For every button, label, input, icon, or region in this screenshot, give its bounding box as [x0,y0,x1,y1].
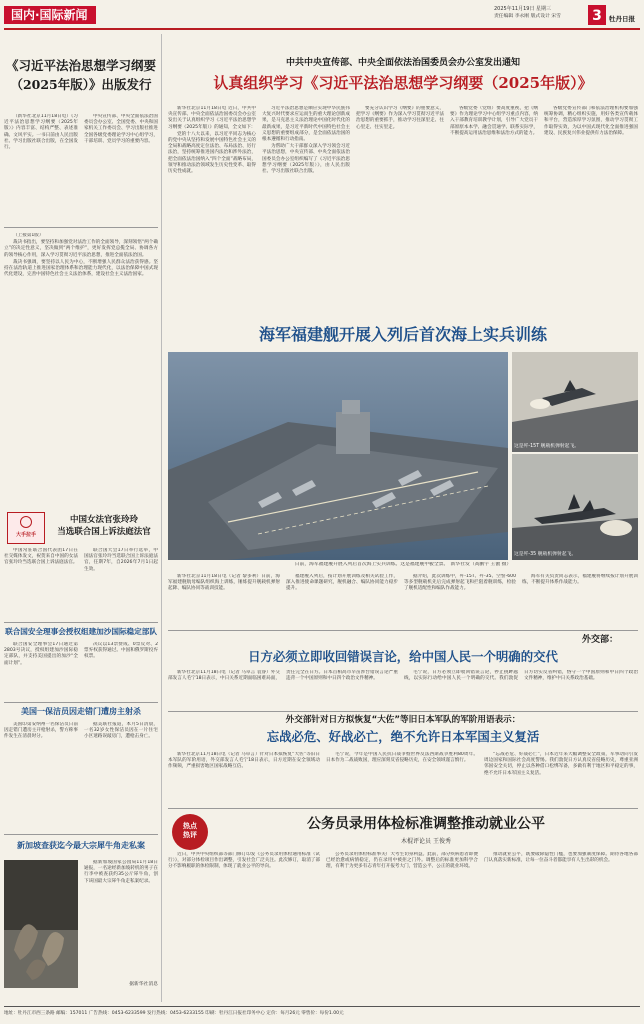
sub-body-col-2: 毛宁说，今年是中国人民抗日战争暨世界反法西斯战争胜利80周年。日本作为二战战败国，理应深刻反省侵略历史，在安全领域谨言慎行。 [326,752,478,764]
lead-headline: 认真组织学习《习近平法治思想学习纲要（2025年版）》 [213,74,593,92]
page-number: 3 [588,5,606,25]
commentary-body-col-2: 公务员录用体检标准事关广大考生切身利益。此前，部分疾病患者即便已经治愈或病情稳定，仍在录用中被拒之门外。调整后的标准更加科学合理，有利于为更多有志青年打开报考大门，营造公平、公正的就业环境。 [326,852,478,870]
j35-launch-image [512,454,638,560]
j15t-caption: 这是歼-15T 舰载机弹射起飞。 [514,444,580,449]
divider [4,622,158,623]
un-article-body: 联合国安全理事会17日通过第2803号决议，授权组建加沙国际稳定部队，并支持美国提出的加沙“全面计划”。 [4,642,78,666]
un-article-title: 联合国安全理事会授权组建加沙国际稳定部队 [5,627,157,636]
sub-headline: 忘战必危、好战必亡，绝不允许日本军国主义复活 [266,729,540,744]
mfa-body-col-2: 毛宁说，日方必须立即收回错误言论，停止挑衅越线，以实际行动给中国人民一个明确的交代。我们敦促日方切实反省纠错，恪守一个中国原则和中日四个政治文件精神，维护中日关系政治基础。 [404,670,638,682]
commentary-body-col-1: 近日，中共中央组织部等部门修订印发《公务员录用体检通用标准（试行）》，对部分体检项目作出调整，引发社会广泛关注。此次修订，取消了部分不影响履职的体检限制，体现了就业公平的导向。 [168,852,320,870]
mfa-kicker: 外交部： [581,635,618,645]
masthead-rule [4,28,640,30]
lead-body-col-1: 新华社北京11月18日电 近日，中共中央宣传部、中央全面依法治国委员会办公室发出关于认真组织学习《习近平法治思想学习纲要（2025年版）》的通知，全文如下： 党的十八大以来，以习近平同志为核心的党中央从坚持和发展中国特色社会主义的全局和战略高度定位法治、布局法治、厉行法治，坚持统筹推进国内法治和涉外法治，把全面依法治国纳入“四个全面”战略布局，领导和推动法治领域发生历史性变革、取得历史性成就。 [168,106,256,175]
stamp-icon [20,516,32,528]
sub-body-col-3: “忘战必危、好战必亡”，日本近年来大幅调整安全政策，军事动向引发周边国家和国际社会高度警惕。我们敦促日方认真反省侵略历史，尊重亚洲邻国安全关切，停止以各种借口松绑军备，多做有利于地区和平稳定的事，绝不允许日本军国主义复活。 [484,752,638,776]
divider [168,808,638,809]
un-article-body-2: 决议以13票赞成、0票反对、2票弃权获得通过。中国和俄罗斯投弃权票。 [84,642,158,660]
carrier-body-col-2: 福建舰入列后，按计划开展训练及相关试验工作，深入推进使命课题研究，舰机融合、编队协同能力稳步提升。 [286,574,398,592]
us-article-body-2: 据美联社报道，本月5日清晨，一名32岁女性保洁员因在一片住宅小区迷路误敲房门，遭枪击身亡。 [84,722,158,740]
commentary-headline: 公务员录用体检标准调整推动就业公平 [307,816,545,832]
j15t-launch-image [512,352,638,452]
us-article-title: 美国一保洁员因走错门遭房主射杀 [21,707,141,716]
footer-info: 地址：牡丹江市西三条路 邮编：157011 广告热线：0453-6233599 发行热线：0453-6233155 印刷：牡丹江日报社印务中心 定价：每月26元 零售价：每份1.00元 [4,1011,344,1016]
divider [168,711,638,712]
carrier-deck-image [168,352,508,560]
article-outline-body-2: 中央宣传部、中央全面依法治国委员会办公室、全国党委、中央和国家机关工作委员会、学习出版社推进全国各级党委理论学习中心组学习，干部培训、党员学习的重要内容。 [84,114,158,144]
lead-body-col-5: 各级党委宣传部门和依法治理机构要加强统筹协调，精心组织实施，用好各类宣传载体和平台，营造浓厚学习氛围，推动学习贯彻工作取得实效，为以中国式现代化全面推进强国建设、民族复兴伟业提供有力法治保障。 [544,106,638,136]
rhino-article-title: 新加坡查获迄今最大宗犀牛角走私案 [17,841,145,850]
footer-rule [4,1006,640,1007]
divider [4,702,158,703]
lead-body-col-2: 习近平法治思想是顺应实现中华民族伟大复兴时代要求应运而生的重大理论创新成果，是马克思主义法治理论中国化时代化的最新成果，是习近平新时代中国特色社会主义思想的重要组成部分，是全面依法治国的根本遵循和行动指南。 为帮助广大干部群众深入学习领会习近平法治思想，中央宣传部、中央全面依法治国委员会办公室组织编写了《习近平法治思想学习纲要（2025年版）》，由人民出版社、学习出版社联合出版。 [262,106,350,175]
continued-article-body: （上接第1版） 裁决书指出，要坚持和加强党对法治工作的全面领导，深刻领悟“两个确立”的决定性意义，坚决做到“两个维护”，更好发挥党总揽全局、协调各方的领导核心作用，深入学习贯彻习近平法治思想，推进全面依法治国。 裁决书强调，要坚持以人民为中心，不断增强人民群众法治获得感。坚持在法治轨道上推进国家治理体系和治理能力现代化，以法治保障中国式现代化建设，完善中国特色社会主义法治体系，建设社会主义法治国家。 [4,233,158,278]
section-title: 国内·国际新闻 [11,8,88,22]
masthead-info [494,5,586,25]
carrier-body-col-4: 海军有关负责同志表示，福建舰将继续按计划开展训练，不断提升体系作战能力。 [522,574,638,586]
sub-body-col-1: 新华社北京11月18日电（记者 马卓言）针对日本拟恢复“大佐”等旧日本军队的军阶用语，外交部发言人毛宁18日表示，日方近期在安全领域动作频频，严重损害地区国家战略互信。 [168,752,320,770]
paper-logo: 牡丹日报 [609,15,635,23]
rhino-horn-photo [4,860,78,988]
editor-line: 责任编辑 李永刚 版式设计 宋雪 [494,14,561,19]
judge-article-title: 中国女法官张玲玲 当选联合国上诉法庭法官 [57,515,151,537]
carrier-body-col-1: 新华社北京11月18日电（记者 黎多利）日前，海军福建舰航母编队组织海上训练，锤炼提升舰载机弹射起降、编队协同等战训技能。 [168,574,280,592]
judge-article-body-2: 联合国大会17日举行选举，中国法官张玲玲当选联合国上诉法庭法官，任期7年，自2026年7月1日起生效。 [84,548,158,572]
left-column [4,34,158,1002]
lead-kicker: 中共中央宣传部、中央全面依法治国委员会办公室发出通知 [285,58,520,68]
carrier-main-caption: 日前，海军福建舰开展入列后首次海上实兵训练。这是福建舰甲板全景。 新华社发（高鹏宇 王傲 摄） [294,562,512,567]
lead-body-col-3: 要充分认识学习《纲要》的重要意义，把学习《纲要》作为深入学习贯彻习近平法治思想的重要抓手，推动学习往深里走、往心里走、往实里走。 [356,106,444,130]
issue-date: 2025年11月19日 星期三 [494,6,552,12]
stamp-box: 大手拉手 [7,512,45,544]
us-article-body: 美国印第安纳州一名保洁员日前因走错门遭房主开枪射杀，警方称事件发生在清晨时分。 [4,722,78,740]
j15t-launch-photo [512,352,638,452]
section-tab [4,6,96,24]
rhino-article-body: 据新加坡国家公园局11月18日通报，一名途经新加坡转机的男子在行李中被查获约35公斤犀牛角，创下该国最大宗犀牛角走私案纪录。 [84,860,158,884]
rhino-byline: 据新华社消息 [129,982,158,987]
article-outline-body: （新华社北京11月18日电）《习近平法治思想学习纲要（2025年版）》内容丰富、结构严整、表述准确、文风平实。一书日前由人民出版社、学习出版社联合出版，在全国发行。 [4,114,78,151]
article-outline-title: 《习近平法治思想学习纲要 （2025年版）》出版发行 [5,58,156,92]
carrier-deck-photo [168,352,508,560]
judge-article-body: 中国常驻联合国代表团17日在社交媒体发文，祝贺来自中国的女法官张玲玲当选联合国上诉法庭法官。 [4,548,78,566]
mfa-headline: 日方必须立即收回错误言论，给中国人民一个明确的交代 [248,649,558,664]
carrier-body-col-3: 据介绍，此次训练中，歼-15T、歼-35、空警-600等多型舰载机先后完成弹射起飞和拦阻着舰训练，检验了舰机适配性和编队作战能力。 [404,574,516,592]
column-divider [161,34,162,1002]
commentary-body-col-3: 推动就业公平，既要破除隐性门槛，也要加强制度保障。期待各地各部门认真落实新标准，让每一位奋斗者都能享有人生出彩的机会。 [484,852,638,864]
lead-body-col-4: 各级党委（党组）要高度重视，把《纲要》作为理论学习中心组学习重点内容，纳入干部教育培训教学计划，引导广大党员干部原原本本学、融会贯通学、联系实际学，不断提高运用法治思维和法治方式的能力。 [450,106,538,136]
rhino-horn-image [4,860,78,988]
divider [4,227,158,228]
mfa-body-col-1: 新华社北京11月18日电（记者 马卓言 袁睿）外交部发言人毛宁18日表示，中日关系近期面临困难局面，责任完全在日方。日本首相高市早苗涉台错误言论严重违背一个中国原则和中日四个政治文件精神。 [168,670,398,682]
sub-kicker: 外交部针对日方拟恢复“大佐”等旧日本军队的军阶用语表示： [285,715,521,725]
masthead [0,0,644,30]
carrier-headline: 海军福建舰开展入列后首次海上实兵训练 [258,325,547,344]
commentary-stamp: 热点 热评 [172,814,208,850]
j35-caption: 这是歼-35 舰载机弹射起飞。 [514,552,577,557]
commentary-byline: 木棍评论员 王俊秀 [401,838,451,845]
divider [4,834,158,835]
divider [168,630,638,631]
j35-launch-photo [512,454,638,560]
